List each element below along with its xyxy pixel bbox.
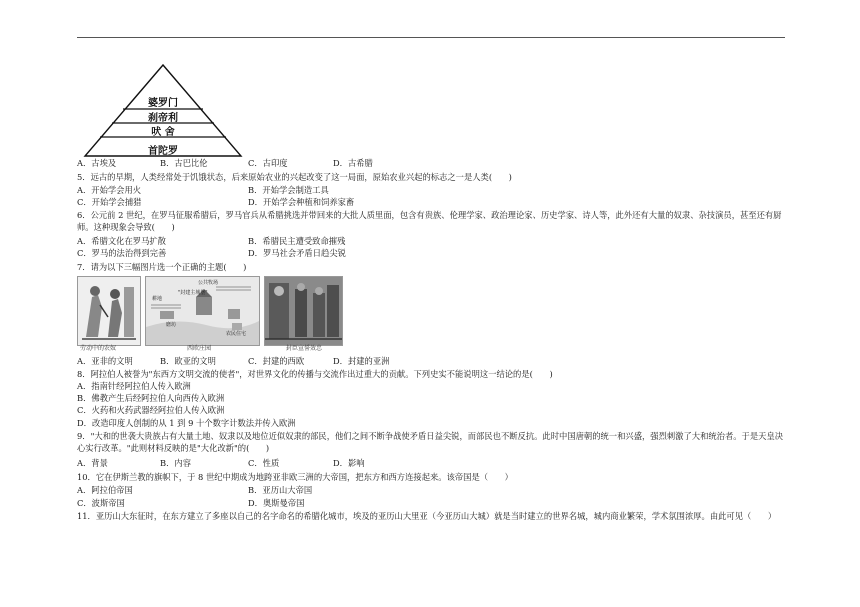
q5-option-a[interactable]: A．开始学会用火 xyxy=(77,185,142,195)
vassal-oath-image xyxy=(264,276,343,346)
q5-option-d[interactable]: D．开始学会种植和饲养家畜 xyxy=(248,197,355,207)
q6-option-c[interactable]: C．罗马的法治得到完善 xyxy=(77,248,167,258)
q10-option-c[interactable]: C．波斯帝国 xyxy=(77,498,125,508)
q11-stem: 11．亚历山大东征时，在东方建立了多座以自己的名字命名的希腊化城市，埃及的亚历山大里亚（今亚历山大城）就是当时建立的世界名城，城内商业繁荣，学术氛围浓厚。由此可见（ ） xyxy=(77,511,777,521)
q8-option-a[interactable]: A．指南针经阿拉伯人传入欧洲 xyxy=(77,381,191,391)
q6-stem: 6．公元前 2 世纪，在罗马征服希腊后，罗马官兵从希腊挑选并带回来的大批人质里面，包含有贵族、伦理学家、政治理论家、历史学家、诗人等，此外还有大量的奴隶、杂技演员，甚至还有厨师。这种现象会导致( ) xyxy=(77,210,782,232)
q5-option-b[interactable]: B．开始学会制造工具 xyxy=(248,185,329,195)
q5-stem: 5．远古的早期，人类经常处于饥饿状态，后来原始农业的兴起改变了这一局面，原始农业兴起的标志之一是人类( ) xyxy=(77,172,512,182)
q8-option-d[interactable]: D．改造印度人创制的从 1 到 9 十个数字计数法并传入欧洲 xyxy=(77,418,296,428)
image1-caption: 劳动中的农奴 xyxy=(80,345,117,352)
manor-label-mill: 磨坊 xyxy=(166,322,177,328)
q5-option-c[interactable]: C．开始学会捕猎 xyxy=(77,197,142,207)
pyramid-tier-2: 刹帝利 xyxy=(148,113,178,124)
q7-option-d[interactable]: D．封建的亚洲 xyxy=(333,356,390,366)
serfs-labor-image xyxy=(77,276,141,346)
q10-option-b[interactable]: B．亚历山大帝国 xyxy=(248,485,313,495)
q6-option-d[interactable]: D．罗马社会矛盾日趋尖锐 xyxy=(248,248,346,258)
q7-stem: 7．请为以下三幅图片选一个正确的主题( ) xyxy=(77,262,247,272)
image3-caption: 封臣宣誓效忠 xyxy=(286,345,323,352)
q9-option-d[interactable]: D．影响 xyxy=(333,458,365,468)
pyramid-tier-3: 吠 舍 xyxy=(151,127,175,138)
q7-option-c[interactable]: C．封建的西欧 xyxy=(248,356,305,366)
q10-option-d[interactable]: D．奥斯曼帝国 xyxy=(248,498,305,508)
manor-label-peasant-houses: 农民住宅 xyxy=(226,331,247,337)
pyramid-tier-1: 婆罗门 xyxy=(148,98,178,109)
q9-stem: 9．"大和的世袭大贵族占有大量土地、奴隶以及地位近似奴隶的部民，他们之间不断争战使矛盾日益尖锐，而部民也不断反抗。此时中国唐朝的统一和兴盛，强烈刺激了大和统治者。于是天皇决心实行改革。"此则材料反映的是"大化改新"的( ) xyxy=(77,431,784,453)
q9-option-a[interactable]: A．背景 xyxy=(77,458,108,468)
q7-option-a[interactable]: A．亚非的文明 xyxy=(77,356,133,366)
q4-option-c[interactable]: C．古印度 xyxy=(248,158,288,168)
q4-option-b[interactable]: B．古巴比伦 xyxy=(160,158,208,168)
manor-label-pasture: 公共牧场 xyxy=(198,280,219,286)
image2-caption: 西欧庄园 xyxy=(187,345,212,352)
q8-stem: 8．阿拉伯人被誉为"东西方文明交流的使者"，对世界文化的传播与交流作出过重大的贡献。下列史实不能说明这一结论的是( ) xyxy=(77,369,553,379)
q9-option-b[interactable]: B．内容 xyxy=(160,458,191,468)
header-rule xyxy=(77,37,785,38)
manor-map-image xyxy=(145,276,260,346)
q7-option-b[interactable]: B．欧亚的文明 xyxy=(160,356,216,366)
q9-option-c[interactable]: C．性质 xyxy=(248,458,280,468)
q10-stem: 10．它在伊斯兰教的旗帜下，于 8 世纪中期成为地跨亚非欧三洲的大帝国，把东方和西方连接起来。该帝国是（ ） xyxy=(77,472,513,482)
pyramid-tier-4: 首陀罗 xyxy=(148,146,178,157)
q6-option-a[interactable]: A．希腊文化在罗马扩散 xyxy=(77,236,166,246)
q8-option-c[interactable]: C．火药和火药武器经阿拉伯人传入欧洲 xyxy=(77,405,225,415)
q4-option-d[interactable]: D．古希腊 xyxy=(333,158,373,168)
manor-label-farmland: 耕地 xyxy=(152,296,163,302)
caste-pyramid-figure xyxy=(83,63,243,158)
q6-option-b[interactable]: B．希腊民主遭受致命摧残 xyxy=(248,236,346,246)
manor-label-castle: "封建主城堡" xyxy=(178,290,208,296)
q10-option-a[interactable]: A．阿拉伯帝国 xyxy=(77,485,133,495)
q8-option-b[interactable]: B．佛教产生后经阿拉伯人向西传入欧洲 xyxy=(77,393,225,403)
q4-option-a[interactable]: A．古埃及 xyxy=(77,158,117,168)
